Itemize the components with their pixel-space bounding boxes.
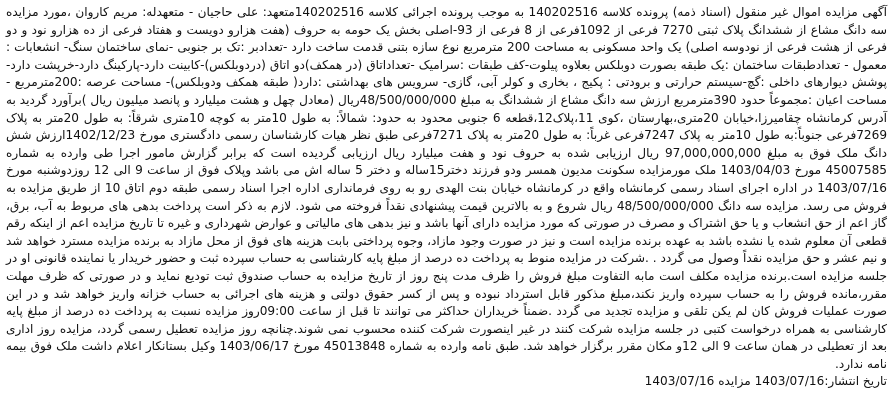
notice-body: آگهی مزایده اموال غیر منقول (اسناد ذمه) پرونده کلاسه 140202516 به موجب پرونده اجرائی کلاسه 140202516متعهد: علی حاجیان - متعهدله: مریم کاروان ،مورد مزایده سه دانگ مشاع از ششدانگ پلاک ثبتی 7270 فرعی از 1092فرعی از 8 فرعی از 93-اصلی بخش یک حومه به حروف (هفت هزارو دویست و هفتاد فرعی از ده هزارو نود و دو فرعی از هشت فرعی از نودوسه اصلی) یک واحد مسکونی به مساحت 200 مترمربع نوع سازه بتنی قدمت ساخت دارد -تعدادبر :تک بر جنوبی -نمای ساختمان سنگ- انشعابات : معمول - تعدادطبقات ساختمان :یک طبقه بصورت دوبلکس بعلاوه پیلوت-کف طبقات :سرامیک -تعداداتاق (در همکف)دو اتاق (دردوبلکس)-کابینت دارد-پارکینگ دارد-خرپشت دارد-پوشش دیوارهای داخلی :گچ-سیستم حرارتی و برودتی : پکیج ، بخاری و کولر آبی، گازی- سرویس های بهداشتی :دارد( طبقه همکف ودوبلکس)- مساحت عرصه :200مترمربع - مساحت اعیان :مجموعاً حدود 390مترمربع ارزش سه دانگ مشاع از ششدانگ به مبلغ 48/500/000/000ریال (معادل چهل و هشت میلیارد و پانصد میلیون ریال )برآورد گردید به آدرس کرمانشاه چقامیرزا،خیابان 20متری،بهارستان ،کوی 11،پلاک12،قطعه 6 جنوبی محدود به حدود: شمالاً: به طول 10متر به کوچه 10متری شرقاً: به طول 20متر به پلاک 7269فرعی جنوباً:به طول 10متر به پلاک 7247فرعی غرباً: به طول 20متر به پلاک 7271فرعی طبق نظر هیات کارشناسان رسمی دادگستری مورخ 1402/12/23ارزش شش دانگ ملک فوق به مبلغ 97,000,000,000 ریال ارزیابی شده به حروف نود و هفت میلیارد ریال ارزیابی گردیده است که برابر گزارش مامور اجرا طی وارده به شماره 45007585 مورخ 1403/04/03 ملک مورمزایده سکونت مدیون همسر ودو فرزند دختر15ساله و دختر 5 ساله اش می باشد وپلاک فوق از ساعت 9 الی 12 روزدوشنبه مورخ 1403/07/16 در اداره اجرای اسناد رسمی کرمانشاه واقع در کرمانشاه خیابان بنت الهدی رو به روی فرمانداری اداره اجرا اسناد رسمی طبقه دوم اتاق 10 از طریق مزایده به فروش می رسد. مزایده سه دانگ 48/500/000/000 ریال شروع و به بالاترین قیمت پیشنهادی نقداً فروخته می شود. لازم به ذکر است پرداخت بدهی های مربوط به آب، برق، گاز اعم از حق انشعاب و یا حق اشتراک و مصرف در صورتی که مورد مزایده دارای آنها باشد و نیز بدهی های مالیاتی و عوارض شهرداری و غیره تا تاریخ مزایده اعم از اینکه رقم قطعی آن معلوم شده یا نشده باشد به عهده برنده مزایده است و نیز در صورت وجود مازاد، وجوه پرداختی بابت هزینه های فوق از محل مازاد به برنده مزایده مسترد خواهد شد و نیم عشر و حق مزایده نقداً وصول می گردد . .شرکت در مزایده منوط به پرداخت ده درصد از مبلغ پایه کارشناسی به حساب سپرده ثبت و حضور خریدار یا نماینده قانونی او در جلسه مزایده است.برنده مزایده مکلف است مابه التفاوت مبلغ فروش را ظرف مدت پنج روز از تاریخ مزایده به حساب صندوق ثبت تودیع نماید و در صورتی که ظرف مهلت مقرر،مانده فروش را به حساب سپرده واریز نکند،مبلغ مذکور قابل استرداد نبوده و پس از کسر حقوق دولتی و هزینه های اجرائی به حساب خزانه واریز خواهد شد و در این صورت عملیات فروش کان لم یکن تلقی و مزایده تجدید می گردد .ضمناً خریداران حداکثر می توانند تا قبل از ساعت 09:00روز مزایده نسبت به پرداخت ده درصد از مبلغ پایه کارشناسی به همراه درخواست کتبی در جلسه مزایده شرکت کنند در غیر اینصورت شرکت کننده محسوب نمی شوند.چنانچه روز مزایده تعطیل رسمی گردد، مزایده روز اداری بعد از تعطیلی در همان ساعت 9 الی 12و مکان مقرر برگزار خواهد شد. طبق نامه وارده به شماره 45013848 مورخ 1403/06/17 وکیل بستانکار اعلام داشت ملک فوق بیمه نامه ندارد. bbox=[6, 5, 888, 371]
notice-publication-date: تاریخ انتشار:1403/07/16 مزایده 1403/07/16 bbox=[644, 374, 887, 389]
